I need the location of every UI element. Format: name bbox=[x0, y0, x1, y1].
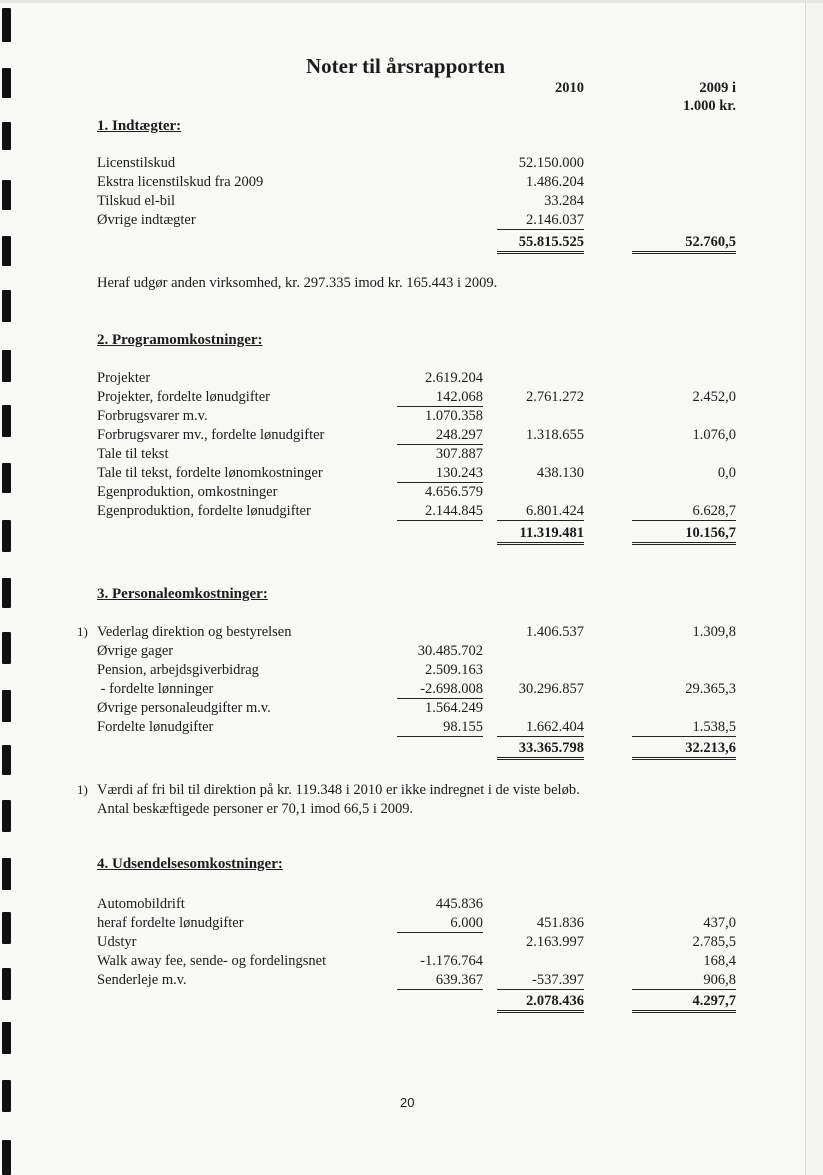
note-text: Heraf udgør anden virksomhed, kr. 297.335 imod kr. 165.443 i 2009. bbox=[97, 275, 498, 291]
row-subvalue: -2.698.008 bbox=[397, 680, 483, 699]
row-value: 2.761.272 bbox=[526, 389, 584, 405]
footnote-marker: 1) bbox=[77, 782, 88, 797]
section-heading-indtaegter: 1. Indtægter: bbox=[97, 118, 182, 134]
row-label: - fordelte lønninger bbox=[97, 681, 214, 697]
row-value: 1.486.204 bbox=[526, 174, 584, 190]
row-value: 33.284 bbox=[544, 193, 584, 209]
row-value: 438.130 bbox=[536, 465, 584, 481]
total-2010: 2.078.436 bbox=[497, 992, 584, 1013]
row-subvalue: 2.619.204 bbox=[425, 370, 483, 386]
page-title: Noter til årsrapporten bbox=[306, 54, 506, 78]
row-label: Tale til tekst bbox=[97, 446, 169, 462]
row-subvalue: 248.297 bbox=[397, 426, 483, 445]
total-2009: 4.297,7 bbox=[632, 992, 736, 1013]
row-label: Øvrige gager bbox=[97, 643, 174, 659]
row-label: Udstyr bbox=[97, 934, 137, 950]
column-header-2010: 2010 bbox=[555, 80, 584, 96]
row-subvalue: 445.836 bbox=[435, 896, 483, 912]
row-value: 1.406.537 bbox=[526, 624, 584, 640]
row-label: Forbrugsvarer mv., fordelte lønudgifter bbox=[97, 427, 325, 443]
row-subvalue: 1.564.249 bbox=[425, 700, 483, 716]
row-value: 52.150.000 bbox=[518, 155, 584, 171]
binder-holes bbox=[2, 0, 16, 1175]
footnote-text: Værdi af fri bil til direktion på kr. 119.348 i 2010 er ikke indregnet i de viste beløb. bbox=[97, 782, 580, 798]
row-label: Øvrige indtægter bbox=[97, 212, 196, 228]
section-heading-programomkostninger: 2. Programomkostninger: bbox=[97, 332, 263, 348]
row-label: Projekter bbox=[97, 370, 151, 386]
scan-edge bbox=[0, 0, 823, 3]
row-prev-value: 6.628,7 bbox=[632, 502, 736, 521]
row-subvalue: 2.509.163 bbox=[425, 662, 483, 678]
row-subvalue: 1.070.358 bbox=[425, 408, 483, 424]
row-value: 1.318.655 bbox=[526, 427, 584, 443]
row-label: Projekter, fordelte lønudgifter bbox=[97, 389, 270, 405]
row-value: 2.146.037 bbox=[497, 211, 584, 230]
total-2009: 52.760,5 bbox=[632, 233, 736, 254]
row-value: 6.801.424 bbox=[497, 502, 584, 521]
row-label: Fordelte lønudgifter bbox=[97, 719, 214, 735]
row-subvalue: 307.887 bbox=[435, 446, 483, 462]
footnote-marker: 1) bbox=[77, 624, 88, 639]
row-value: 2.163.997 bbox=[526, 934, 584, 950]
section-heading-personaleomkostninger: 3. Personaleomkostninger: bbox=[97, 586, 268, 602]
row-label: Senderleje m.v. bbox=[97, 972, 187, 988]
row-label: Vederlag direktion og bestyrelsen bbox=[97, 624, 292, 640]
row-prev-value: 1.309,8 bbox=[692, 624, 736, 640]
row-label: Ekstra licenstilskud fra 2009 bbox=[97, 174, 264, 190]
row-subvalue: 142.068 bbox=[397, 388, 483, 407]
row-prev-value: 0,0 bbox=[717, 465, 736, 481]
total-2010: 55.815.525 bbox=[497, 233, 584, 254]
row-subvalue: 98.155 bbox=[397, 718, 483, 737]
total-2009: 32.213,6 bbox=[632, 739, 736, 760]
row-prev-value: 2.785,5 bbox=[692, 934, 736, 950]
row-subvalue: 2.144.845 bbox=[397, 502, 483, 521]
row-value: -537.397 bbox=[497, 971, 584, 990]
total-2010: 33.365.798 bbox=[497, 739, 584, 760]
row-prev-value: 906,8 bbox=[632, 971, 736, 990]
total-2009: 10.156,7 bbox=[632, 524, 736, 545]
row-subvalue: 130.243 bbox=[397, 464, 483, 483]
column-header-2009: 2009 i bbox=[699, 80, 736, 96]
row-prev-value: 1.538,5 bbox=[632, 718, 736, 737]
row-value: 451.836 bbox=[536, 915, 584, 931]
row-label: Øvrige personaleudgifter m.v. bbox=[97, 700, 271, 716]
row-value: 30.296.857 bbox=[518, 681, 584, 697]
row-subvalue: 639.367 bbox=[397, 971, 483, 990]
row-label: Forbrugsvarer m.v. bbox=[97, 408, 208, 424]
row-value: 1.662.404 bbox=[497, 718, 584, 737]
row-label: Egenproduktion, fordelte lønudgifter bbox=[97, 503, 311, 519]
row-prev-value: 29.365,3 bbox=[685, 681, 736, 697]
row-label: Egenproduktion, omkostninger bbox=[97, 484, 278, 500]
row-subvalue: 6.000 bbox=[397, 914, 483, 933]
row-label: Walk away fee, sende- og fordelingsnet bbox=[97, 953, 327, 969]
row-label: Pension, arbejdsgiverbidrag bbox=[97, 662, 259, 678]
row-prev-value: 1.076,0 bbox=[692, 427, 736, 443]
page-number: 20 bbox=[400, 1095, 415, 1110]
row-subvalue: 30.485.702 bbox=[417, 643, 483, 659]
row-prev-value: 437,0 bbox=[703, 915, 736, 931]
note-text: Antal beskæftigede personer er 70,1 imod 66,5 i 2009. bbox=[97, 801, 414, 817]
row-prev-value: 2.452,0 bbox=[692, 389, 736, 405]
total-2010: 11.319.481 bbox=[497, 524, 584, 545]
row-label: Automobildrift bbox=[97, 896, 185, 912]
column-header-unit: 1.000 kr. bbox=[682, 98, 736, 114]
row-subvalue: 4.656.579 bbox=[425, 484, 483, 500]
row-label: Licenstilskud bbox=[97, 155, 176, 171]
row-label: Tale til tekst, fordelte lønomkostninger bbox=[97, 465, 323, 481]
row-subvalue: -1.176.764 bbox=[420, 953, 483, 969]
row-prev-value: 168,4 bbox=[703, 953, 736, 969]
row-label: heraf fordelte lønudgifter bbox=[97, 915, 244, 931]
row-label: Tilskud el-bil bbox=[97, 193, 176, 209]
section-heading-udsendelsesomkostninger: 4. Udsendelsesomkostninger: bbox=[97, 856, 283, 872]
